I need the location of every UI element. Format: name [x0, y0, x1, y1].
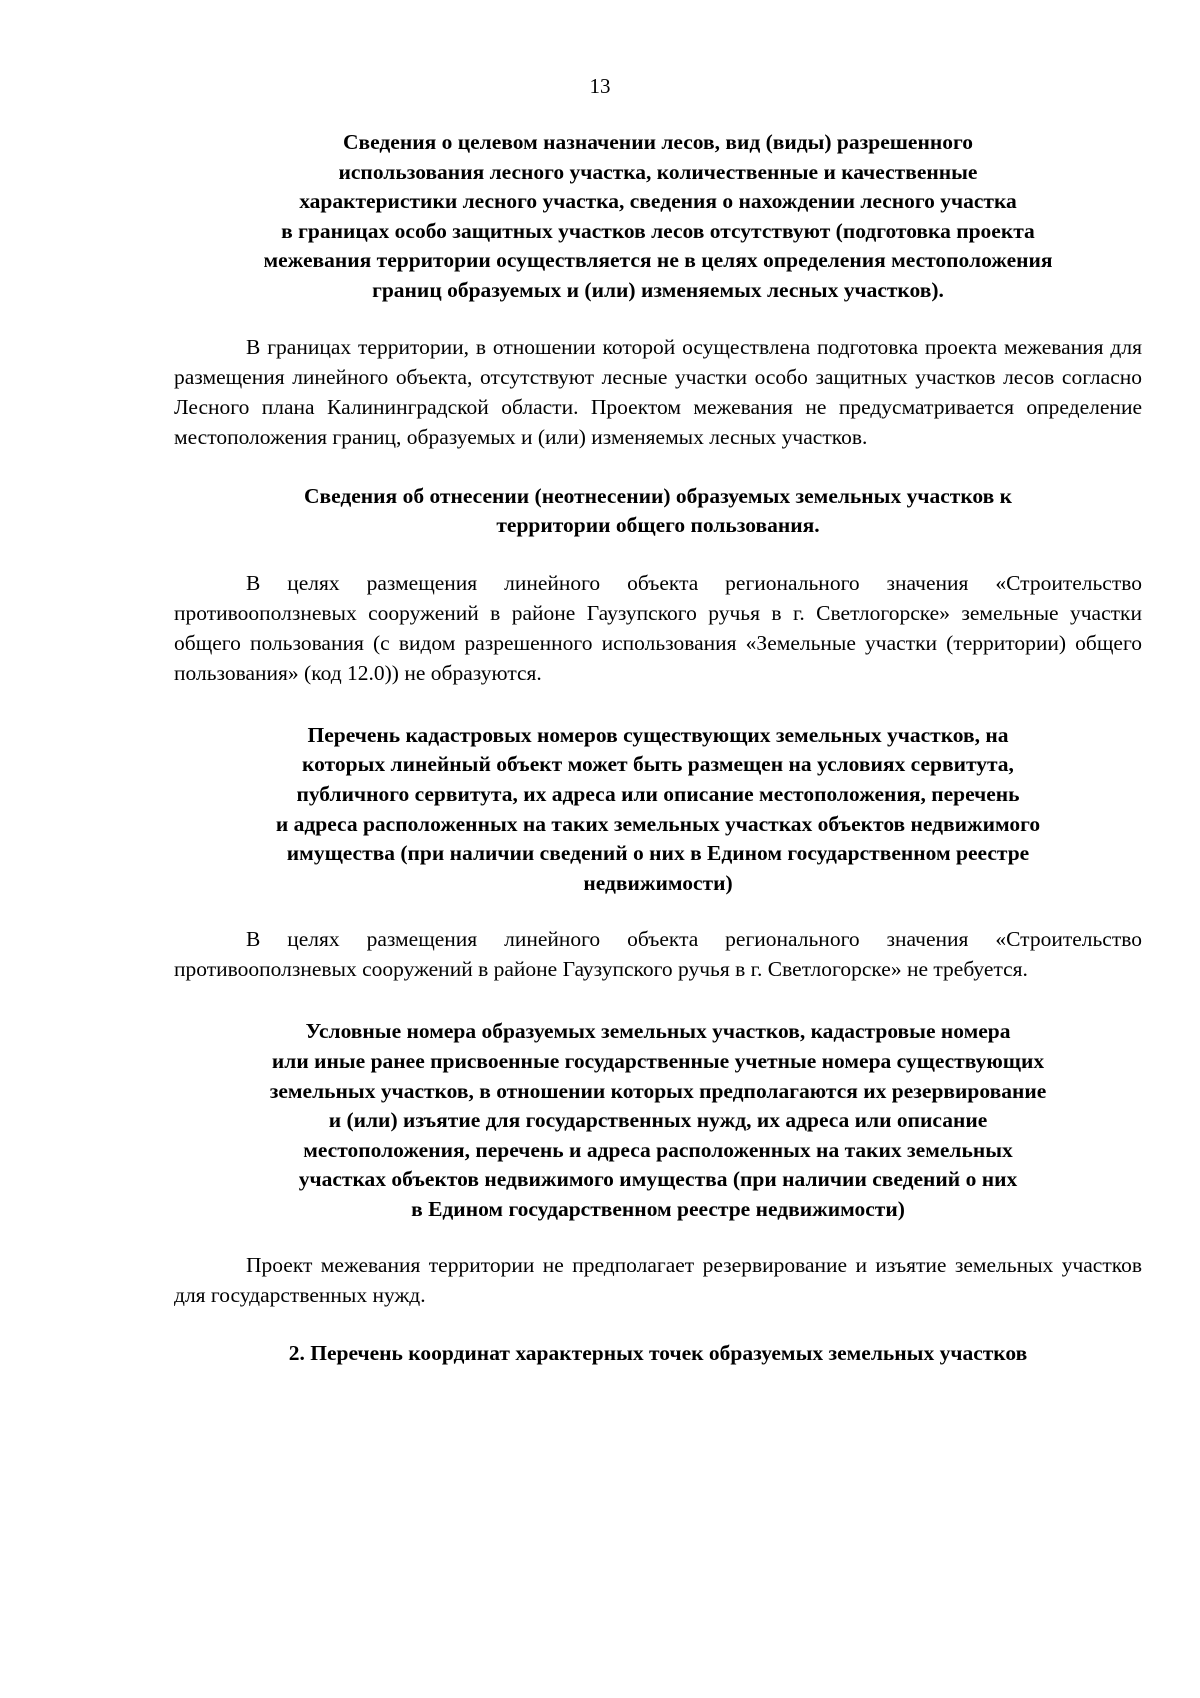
page-content: [174, 128, 1142, 1369]
heading-line: и адреса расположенных на таких земельных участках объектов недвижимого: [275, 811, 1041, 836]
heading-line: имущества (при наличии сведений о них в Едином государственном реестре: [286, 841, 1030, 866]
heading-line: в Едином государственном реестре недвижимости): [411, 1196, 905, 1221]
heading-line: Сведения об отнесении (неотнесении) образуемых земельных участков к: [303, 483, 1013, 508]
heading-line: недвижимости): [583, 870, 733, 895]
heading-line: характеристики лесного участка, сведения о нахождении лесного участка: [299, 189, 1017, 214]
heading-line: территории общего пользования.: [496, 513, 820, 538]
heading-line: и (или) изъятие для государственных нужд, их адреса или описание: [328, 1108, 988, 1133]
heading-line: участках объектов недвижимого имущества (при наличии сведений о них: [298, 1167, 1018, 1192]
section-paragraph-reservation: Проект межевания территории не предполагает резервирование и изъятие земельных участков для государственных нужд.: [174, 1253, 1142, 1308]
section-heading-coordinates: 2. Перечень координат характерных точек образуемых земельных участков: [288, 1341, 1028, 1366]
heading-line: публичного сервитута, их адреса или описание местоположения, перечень: [296, 781, 1020, 806]
heading-line: или иные ранее присвоенные государственные учетные номера существующих: [271, 1048, 1045, 1073]
section-paragraph-forest-info: В границах территории, в отношении которой осуществлена подготовка проекта межевания для размещения линейного объекта, отсутствуют лесные участки особо защитных участков лесов согласно Лесного плана Калининградской области. Проектом межевания не предусматривается определение местоположения границ, образуемых и (или) изменяемых лесных участков.: [174, 334, 1142, 449]
section-paragraph-servitude: В целях размещения линейного объекта регионального значения «Строительство противооползневых сооружений в районе Гаузупского ручья в г. Светлогорске» не требуется.: [174, 927, 1142, 982]
page-number: 13: [589, 74, 611, 98]
heading-line: которых линейный объект может быть размещен на условиях сервитута,: [302, 752, 1014, 777]
heading-line: Условные номера образуемых земельных участков, кадастровые номера: [305, 1019, 1011, 1044]
heading-line: местоположения, перечень и адреса расположенных на таких земельных: [303, 1137, 1013, 1162]
heading-line: Перечень кадастровых номеров существующих земельных участков, на: [307, 722, 1009, 747]
section-heading-forest-info: [174, 128, 1142, 306]
section-heading-servitude: [174, 721, 1142, 899]
section-paragraph-public-use: В целях размещения линейного объекта регионального значения «Строительство противооползневых сооружений в районе Гаузупского ручья в г. Светлогорске» земельные участки общего пользования (с видом разрешенного использования «Земельные участки (территории) общего пользования» (код 12.0)) не образуются.: [174, 570, 1142, 685]
heading-line: Сведения о целевом назначении лесов, вид (виды) разрешенного: [343, 130, 973, 154]
section-heading-public-use: [174, 482, 1142, 541]
heading-line: земельных участков, в отношении которых предполагаются их резервирование: [269, 1078, 1047, 1103]
heading-line: межевания территории осуществляется не в целях определения местоположения: [263, 248, 1053, 273]
heading-line: в границах особо защитных участков лесов отсутствуют (подготовка проекта: [281, 218, 1035, 243]
heading-line: использования лесного участка, количественные и качественные: [338, 159, 978, 184]
heading-line: границ образуемых и (или) изменяемых лесных участков).: [372, 277, 944, 302]
section-heading-reservation: [174, 1017, 1142, 1224]
